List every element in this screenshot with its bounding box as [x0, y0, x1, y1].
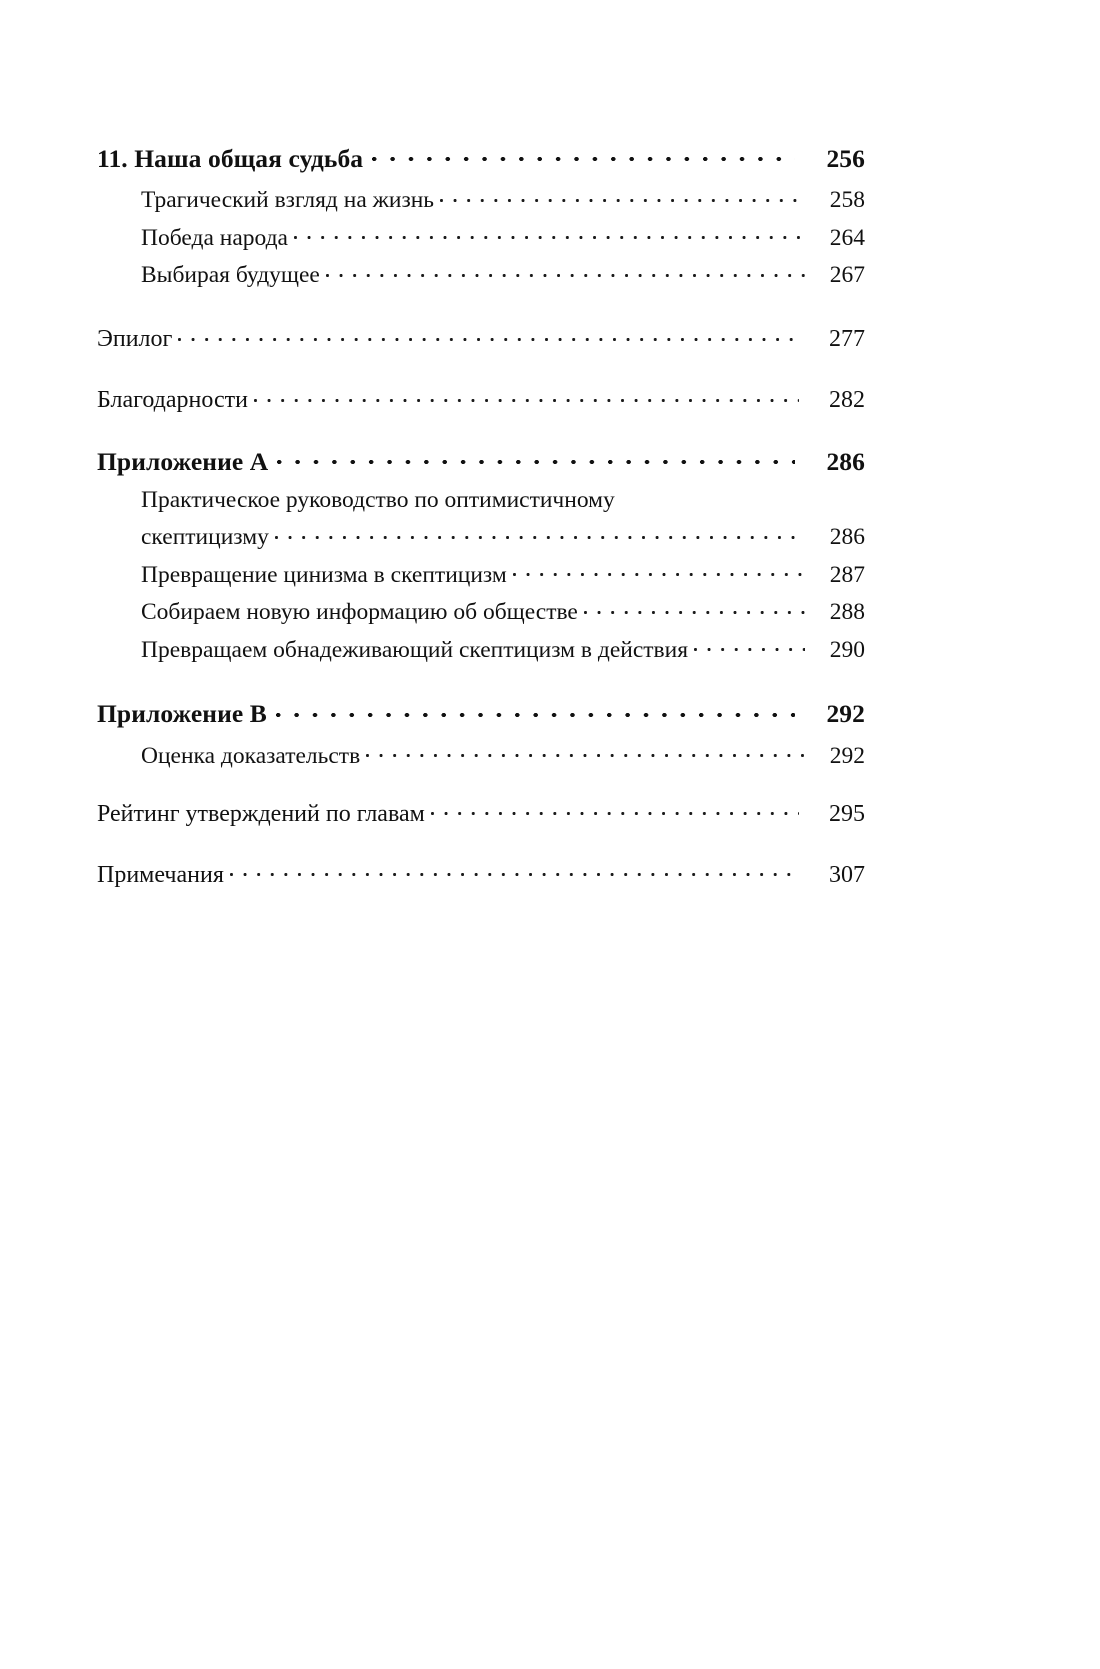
toc-page-number: 287 [829, 561, 865, 588]
toc-entry-label: скептицизму [141, 524, 269, 550]
dot-leader [254, 383, 799, 407]
toc-page-number: 292 [826, 699, 865, 728]
toc-page-number: 286 [826, 446, 865, 476]
dot-leader [694, 633, 805, 657]
dot-leader [440, 184, 805, 208]
toc-entry-appendix-b[interactable] [97, 697, 865, 730]
toc-page-number: 295 [829, 800, 865, 827]
toc-entry-appendix-a-sub-1-line1: Практическое руководство по оптимистичному [141, 486, 615, 513]
toc-page-number: 282 [829, 387, 865, 413]
toc-entry-label: Выбирая будущее [141, 262, 320, 288]
toc-page-number: 292 [829, 742, 865, 769]
toc-entry-label: Оценка доказательств [141, 742, 361, 769]
section-gap [97, 838, 865, 858]
section-gap [97, 363, 865, 383]
table-of-contents [97, 141, 865, 899]
toc-entry-appendix-b-sub-1[interactable] [97, 739, 865, 770]
toc-entry-label: 11. Наша общая судьба [97, 143, 364, 173]
toc-page-number: 277 [829, 326, 865, 352]
toc-page-number: 288 [829, 599, 865, 625]
dot-leader [513, 558, 805, 582]
toc-entry-label: Эпилог [97, 326, 173, 352]
toc-entry-label: Превращение цинизма в скептицизм [141, 561, 507, 588]
toc-page-number: 258 [829, 187, 865, 213]
toc-entry-label: Приложение А [97, 446, 269, 476]
toc-entry-epilogue[interactable] [97, 322, 865, 353]
toc-entry-notes[interactable] [97, 858, 865, 889]
section-gap [97, 424, 865, 444]
toc-page-number: 264 [829, 224, 865, 251]
dot-leader [178, 322, 799, 346]
dot-leader [277, 444, 795, 470]
section-gap [97, 296, 865, 322]
dot-leader [366, 739, 805, 763]
toc-entry-label: Превращаем обнадеживающий скептицизм в действия [141, 636, 689, 663]
dot-leader [230, 858, 799, 882]
toc-entry-appendix-a-sub-4[interactable] [97, 633, 865, 664]
dot-leader [326, 259, 805, 283]
toc-entry-label: Приложение В [97, 699, 267, 728]
toc-page-number: 290 [829, 636, 865, 663]
toc-entry-claims-rating[interactable] [97, 797, 865, 828]
toc-entry-appendix-a-sub-3[interactable] [97, 596, 865, 627]
toc-entry-appendix-a[interactable] [97, 444, 865, 477]
toc-entry-appendix-a-sub-2[interactable] [97, 558, 865, 589]
dot-leader [584, 596, 805, 620]
toc-entry-label: Примечания [97, 861, 224, 888]
toc-entry-chapter-11[interactable] [97, 141, 865, 174]
dot-leader [431, 797, 799, 821]
toc-entry-acknowledgements[interactable] [97, 383, 865, 414]
toc-page-number: 286 [829, 524, 865, 550]
toc-entry-chapter-11-sub-2[interactable] [97, 221, 865, 252]
toc-entry-label: Благодарности [97, 387, 248, 413]
toc-entry-label: Рейтинг утверждений по главам [97, 800, 425, 827]
toc-entry-appendix-a-sub-1[interactable] [97, 521, 865, 552]
dot-leader [294, 221, 805, 245]
toc-page-number: 256 [826, 143, 865, 173]
section-gap [97, 671, 865, 697]
section-gap [97, 777, 865, 797]
dot-leader [372, 141, 795, 167]
dot-leader [276, 697, 795, 723]
toc-entry-label: Трагический взгляд на жизнь [141, 187, 435, 213]
toc-page-number: 267 [829, 262, 865, 288]
toc-entry-chapter-11-sub-3[interactable] [97, 259, 865, 290]
toc-entry-label: Победа народа [141, 224, 288, 251]
toc-page-number: 307 [829, 861, 865, 888]
toc-entry-chapter-11-sub-1[interactable] [97, 184, 865, 215]
dot-leader [275, 521, 805, 545]
toc-entry-label: Собираем новую информацию об обществе [141, 599, 578, 625]
